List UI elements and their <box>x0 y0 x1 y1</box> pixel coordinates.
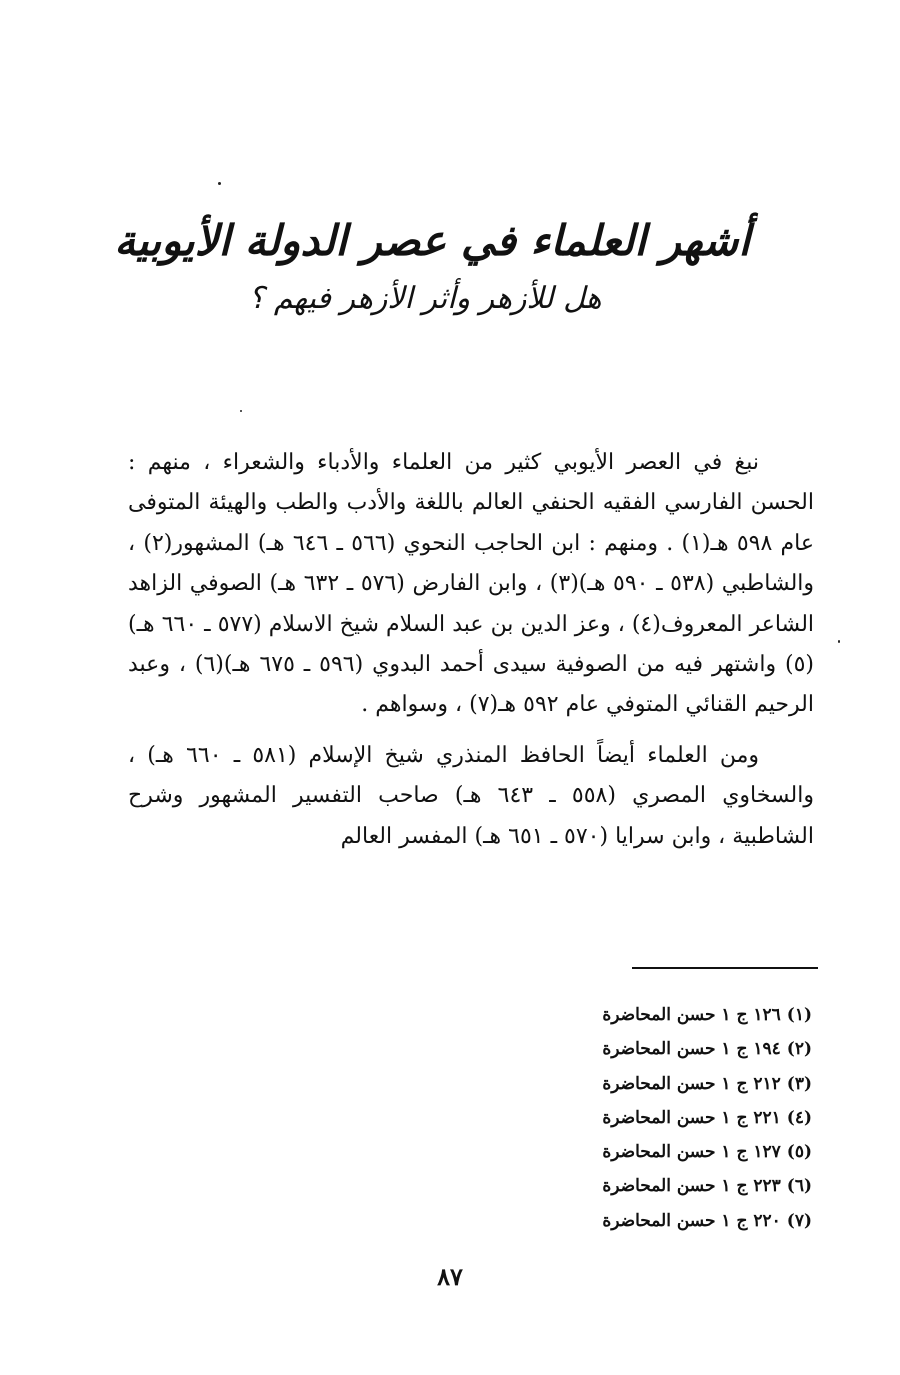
footnote-text: ٢٢٣ ج ١ حسن المحاضرة <box>602 1176 781 1197</box>
footnote-number: (٧) <box>786 1210 812 1231</box>
print-speck <box>838 640 840 643</box>
footnote-number: (٢) <box>786 1039 812 1060</box>
footnote <box>500 1101 812 1135</box>
body-text <box>128 443 814 857</box>
footnote-text: ١٢٧ ج ١ حسن المحاضرة <box>602 1142 781 1163</box>
footnote <box>500 998 812 1032</box>
paragraph: نبغ في العصر الأيوبي كثير من العلماء والأدباء والشعراء ، منهم : الحسن الفارسي الفقيه الحنفي العالم باللغة والأدب والطب والهيئة المتوفى عام ٥٩٨ هـ(١) . ومنهم : ابن الحاجب النحوي (٥٦٦ ـ ٦٤٦ هـ) المشهور(٢) ، والشاطبي (٥٣٨ ـ ٥٩٠ هـ)(٣) ، وابن الفارض (٥٧٦ ـ ٦٣٢ هـ) الصوفي الزاهد الشاعر المعروف(٤) ، وعز الدين بن عبد السلام شيخ الاسلام (٥٧٧ ـ ٦٦٠ هـ)(٥) واشتهر فيه من الصوفية سيدى أحمد البدوي (٥٩٦ ـ ٦٧٥ هـ)(٦) ، وعبد الرحيم القنائي المتوفي عام ٥٩٢ هـ(٧) ، وسواهم . <box>128 450 815 718</box>
footnote-number: (١) <box>786 1005 812 1025</box>
paragraph: ومن العلماء أيضاً الحافظ المنذري شيخ الإسلام (٥٨١ ـ ٦٦٠ هـ) ، والسخاوي المصري (٥٥٨ ـ ٦٤٣ هـ) صاحب التفسير المشهور وشرح الشاطبية ، وابن سرايا (٥٧٠ ـ ٦٥١ هـ) المفسر العالم <box>128 742 815 849</box>
page-number: ٨٧ <box>437 1262 463 1291</box>
footnote-number: (٣) <box>786 1073 812 1094</box>
footnote <box>500 1135 812 1169</box>
footnote-number: (٤) <box>786 1107 812 1128</box>
footnote <box>500 1067 812 1101</box>
footnote-text: ٢١٢ ج ١ حسن المحاضرة <box>602 1073 781 1094</box>
footnote <box>500 1032 812 1066</box>
footnote-number: (٥) <box>786 1142 812 1163</box>
print-speck <box>240 410 242 412</box>
print-speck <box>218 182 221 185</box>
footnote-text: ٢٢١ ج ١ حسن المحاضرة <box>602 1107 781 1128</box>
footnote-separator <box>632 967 818 969</box>
footnote-text: ١٢٦ ج ١ حسن المحاضرة <box>602 1005 781 1025</box>
footnote <box>500 1204 812 1238</box>
chapter-heading <box>114 205 750 321</box>
footnote-text: ١٩٤ ج ١ حسن المحاضرة <box>602 1039 781 1060</box>
footnote-number: (٦) <box>786 1176 812 1197</box>
footnote <box>500 1169 812 1203</box>
footnotes <box>500 998 812 1238</box>
chapter-subtitle: هل للأزهر وأثر الأزهر فيهم ؟ <box>248 281 602 316</box>
footnote-text: ٢٢٠ ج ١ حسن المحاضرة <box>602 1210 781 1231</box>
chapter-title: أشهر العلماء في عصر الدولة الأيوبية <box>114 216 750 265</box>
